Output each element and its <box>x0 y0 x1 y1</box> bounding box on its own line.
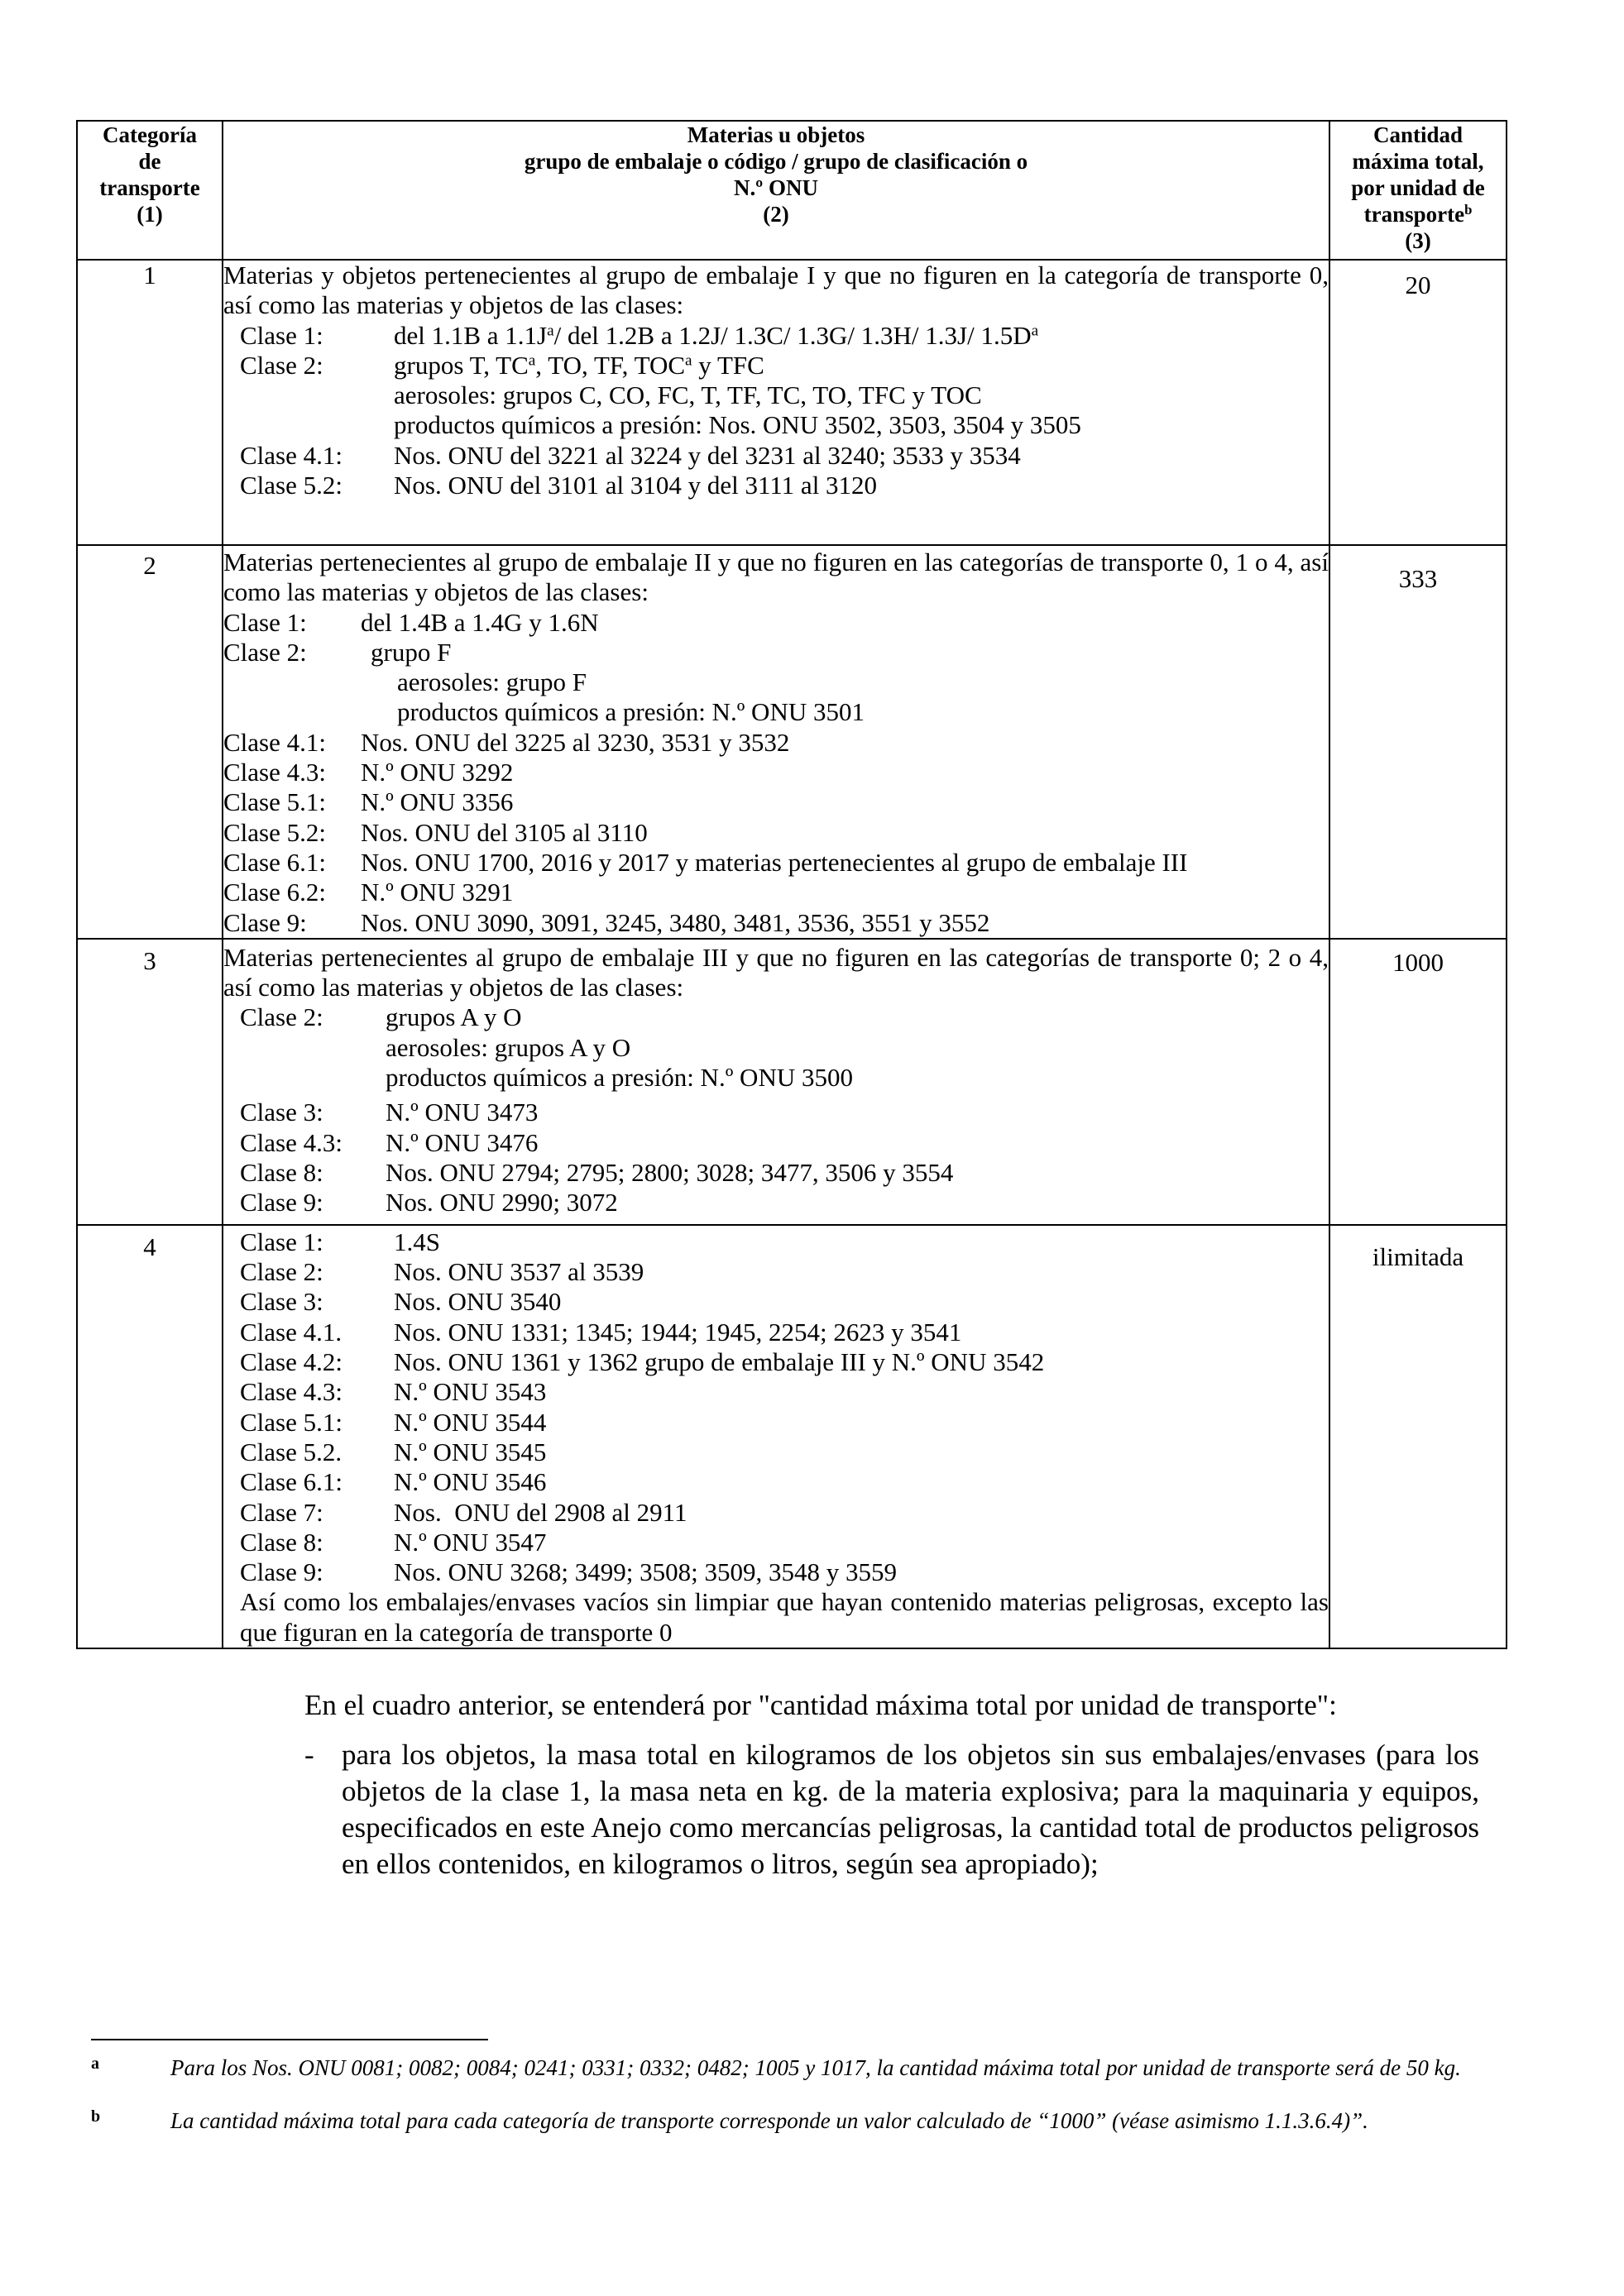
row-intro-text: Materias pertenecientes al grupo de embalaje III y que no figuren en las categorías de transporte 0; 2 o 4, así como las materias y objetos de las clases: <box>223 942 1329 1002</box>
class-text: Nos. ONU 3090, 3091, 3245, 3480, 3481, 3536, 3551 y 3552 <box>361 907 990 937</box>
bullet-item <box>304 1737 1479 1882</box>
category-cell: 2 <box>77 545 223 939</box>
class-key: Clase 4.1: <box>240 440 343 470</box>
class-key: Clase 8: <box>240 1527 323 1557</box>
class-key: Clase 4.3: <box>240 1377 343 1407</box>
class-text: Nos. ONU 2794; 2795; 2800; 3028; 3477, 3506 y 3554 <box>386 1157 954 1187</box>
class-line <box>223 441 1329 471</box>
header-text: de <box>138 149 161 174</box>
class-key: Clase 8: <box>240 1157 323 1187</box>
footnote-separator <box>91 2039 488 2040</box>
class-line <box>223 1227 1329 1257</box>
footnote-mark: b <box>91 2107 101 2126</box>
class-text: N.º ONU 3546 <box>394 1467 547 1497</box>
footnote-text: Para los Nos. ONU 0081; 0082; 0084; 0241; 0331; 0332; 0482; 1005 y 1017, la cantidad máxima total por unidad de transporte será de 50 kg. <box>170 2055 1461 2080</box>
class-key: Clase 4.2: <box>240 1347 343 1377</box>
bullet-text: para los objetos, la masa total en kilogramos de los objetos sin sus embalajes/envases (para los objetos de la clase 1, la masa neta en kg. de la materia explosiva; para la maquinaria y equipos, especificados en este Anejo como mercancías peligrosas, la cantidad total de productos peligrosos en ellos contenidos, en kilogramos o litros, según sea apropiado); <box>342 1739 1479 1880</box>
class-line <box>223 878 1329 907</box>
header-text: por unidad de <box>1351 175 1485 200</box>
class-key: Clase 5.1: <box>223 787 326 817</box>
header-text: (3) <box>1405 228 1431 253</box>
class-key: Clase 5.1: <box>240 1407 343 1437</box>
class-text: Nos. ONU del 3221 al 3224 y del 3231 al 3240; 3533 y 3534 <box>394 440 1021 470</box>
class-key: Clase 3: <box>240 1098 323 1127</box>
quantity-cell <box>1329 939 1507 1225</box>
table-row <box>77 260 1507 545</box>
class-line <box>223 908 1329 938</box>
materials-cell <box>223 260 1329 545</box>
class-line <box>223 1557 1329 1587</box>
quantity-value: 333 <box>1398 564 1438 593</box>
class-line <box>223 1347 1329 1377</box>
class-key: Clase 4.3: <box>223 758 326 787</box>
class-key: Clase 4.1. <box>240 1317 343 1347</box>
class-text: Nos. ONU 2990; 3072 <box>386 1188 618 1217</box>
header-transport-category <box>77 121 223 260</box>
class-text: Nos. ONU 1700, 2016 y 2017 y materias pertenecientes al grupo de embalaje III <box>361 847 1188 877</box>
footnote-mark: a <box>91 2054 99 2073</box>
class-line <box>223 321 1329 351</box>
footnote-ref-a: a <box>528 352 536 370</box>
class-key: Clase 9: <box>223 907 307 937</box>
quantity-value: 1000 <box>1392 947 1444 977</box>
row-intro-text: Materias y objetos pertenecientes al grupo de embalaje I y que no figuren en la categoría de transporte 0, así como las materias y objetos de las clases: <box>223 261 1329 320</box>
class-text: Nos. ONU del 3101 al 3104 y del 3111 al 3120 <box>394 471 878 500</box>
class-text: Nos. ONU del 3105 al 3110 <box>361 817 648 847</box>
class-line <box>223 1098 1329 1127</box>
class-text: N.º ONU 3292 <box>361 758 514 787</box>
class-line <box>223 471 1329 500</box>
class-line <box>223 1158 1329 1188</box>
class-key: Clase 5.2. <box>240 1437 343 1466</box>
class-line <box>223 787 1329 817</box>
class-continuation: aerosoles: grupos A y O <box>386 1032 631 1062</box>
class-text: Nos. ONU 3540 <box>394 1287 562 1317</box>
class-line <box>223 1437 1329 1467</box>
class-text: Nos. ONU 1361 y 1362 grupo de embalaje III y N.º ONU 3542 <box>394 1347 1045 1377</box>
footnote-ref-a: a <box>547 322 554 340</box>
class-text: N.º ONU 3291 <box>361 878 514 907</box>
class-line <box>223 1002 1329 1032</box>
quantity-cell <box>1329 260 1507 545</box>
class-line <box>223 1408 1329 1437</box>
class-line <box>223 1128 1329 1158</box>
class-continuation: productos químicos a presión: N.º ONU 3501 <box>397 697 865 727</box>
class-text: N.º ONU 3544 <box>394 1407 547 1437</box>
class-line <box>223 351 1329 380</box>
class-text: grupos T, $TC^a$, TO, TF, TOC$^a$ y TFC <box>394 350 764 380</box>
footnote-b <box>91 2107 1497 2134</box>
class-text: N.º ONU 3356 <box>361 787 514 817</box>
class-key: Clase 2: <box>240 1257 323 1287</box>
bullet-dash: - <box>304 1739 314 1771</box>
class-line <box>223 1467 1329 1497</box>
materials-cell <box>223 939 1329 1225</box>
category-cell: 4 <box>77 1225 223 1648</box>
class-line <box>223 1188 1329 1217</box>
header-text: grupo de embalaje o código / grupo de clasificación o <box>524 149 1028 174</box>
materials-cell <box>223 545 1329 939</box>
class-key: Clase 4.3: <box>240 1127 343 1157</box>
footnote-a <box>91 2054 1497 2081</box>
header-text: (1) <box>137 202 163 227</box>
class-text: N.º ONU 3543 <box>394 1377 547 1407</box>
class-line <box>223 1318 1329 1347</box>
category-cell: 1 <box>77 260 223 545</box>
class-line <box>223 1287 1329 1317</box>
header-text: Categoría <box>103 122 197 147</box>
class-text: del 1.4B a 1.4G y 1.6N <box>361 607 599 637</box>
class-continuation: productos químicos a presión: Nos. ONU 3502, 3503, 3504 y 3505 <box>394 410 1081 440</box>
class-text: grupo F <box>371 637 452 667</box>
class-key: Clase 1: <box>240 1227 323 1256</box>
header-max-quantity <box>1329 121 1507 260</box>
header-text: Cantidad <box>1372 122 1464 147</box>
class-line <box>223 638 1329 667</box>
header-materials <box>223 121 1329 260</box>
class-line <box>223 1528 1329 1557</box>
quantity-cell <box>1329 1225 1507 1648</box>
class-key: Clase 4.1: <box>223 727 326 757</box>
footnote-ref-a: a <box>1031 322 1039 340</box>
class-key: Clase 2: <box>240 1002 323 1032</box>
header-text: Materias u objetos <box>687 122 865 147</box>
row-outro-text: Así como los embalajes/envases vacíos sin limpiar que hayan contenido materias peligrosas, excepto las que figuran en la categoría de transporte 0 <box>240 1587 1329 1647</box>
class-key: Clase 3: <box>240 1287 323 1317</box>
footnote-ref-b: b <box>1464 201 1473 218</box>
footnote-ref-a: a <box>685 352 692 370</box>
class-text: N.º ONU 3476 <box>386 1127 539 1157</box>
table-header-row <box>77 121 1507 260</box>
class-line <box>223 1257 1329 1287</box>
class-continuation: productos químicos a presión: N.º ONU 3500 <box>386 1063 853 1093</box>
class-key: Clase 2: <box>223 637 307 667</box>
class-line <box>223 608 1329 638</box>
class-key: Clase 7: <box>240 1497 323 1527</box>
table-row <box>77 939 1507 1225</box>
class-continuation: aerosoles: grupos C, CO, FC, T, TF, TC, TO, TFC y TOC <box>394 380 982 410</box>
row-intro-text: Materias pertenecientes al grupo de embalaje II y que no figuren en las categorías de transporte 0, 1 o 4, así como las materias y objetos de las clases: <box>223 548 1329 607</box>
class-text: grupos A y O <box>386 1002 522 1032</box>
class-line <box>223 728 1329 758</box>
class-line <box>223 1377 1329 1407</box>
class-key: Clase 1: <box>223 607 307 637</box>
class-key: Clase 6.1: <box>240 1467 343 1497</box>
class-text: Nos. ONU del 2908 al 2911 <box>394 1497 687 1527</box>
class-text: Nos. ONU 3537 al 3539 <box>394 1257 644 1287</box>
materials-cell <box>223 1225 1329 1648</box>
class-key: Clase 9: <box>240 1188 323 1217</box>
class-key: Clase 9: <box>240 1557 323 1587</box>
header-text: (2) <box>763 202 789 227</box>
class-key: Clase 2: <box>240 350 323 380</box>
class-key: Clase 5.2: <box>223 817 326 847</box>
class-key: Clase 5.2: <box>240 471 343 500</box>
header-text <box>1330 201 1506 227</box>
header-text: transporte <box>99 175 200 200</box>
header-text: máxima total, <box>1352 149 1484 174</box>
class-text: N.º ONU 3547 <box>394 1527 547 1557</box>
class-key: Clase 1: <box>240 320 323 350</box>
class-continuation: aerosoles: grupo F <box>397 667 587 697</box>
table-row <box>77 1225 1507 1648</box>
class-text: Nos. ONU 3268; 3499; 3508; 3509, 3548 y 3559 <box>394 1557 897 1587</box>
class-text: Nos. ONU 1331; 1345; 1944; 1945, 2254; 2623 y 3541 <box>394 1317 962 1347</box>
class-text: del 1.1B a $1.1J^a/$ del 1.2B a 1.2J/ 1.3C/ 1.3G/ 1.3H/ 1.3J/ $1.5D^a$ <box>394 320 1039 350</box>
explanation-paragraph: En el cuadro anterior, se entenderá por "cantidad máxima total por unidad de transporte": <box>304 1689 1337 1721</box>
class-line <box>223 818 1329 848</box>
header-text: transporte <box>1363 202 1465 227</box>
class-key: Clase 6.1: <box>223 847 326 877</box>
quantity-value: ilimitada <box>1372 1241 1464 1271</box>
transport-category-table <box>76 120 1507 1649</box>
class-text: N.º ONU 3545 <box>394 1437 547 1466</box>
header-text: N.º ONU <box>734 175 818 200</box>
class-text: N.º ONU 3473 <box>386 1098 539 1127</box>
footnote-text: La cantidad máxima total para cada categoría de transporte corresponde un valor calculado de “1000” (véase asimismo 1.1.3.6.4)”. <box>170 2108 1368 2133</box>
class-line <box>223 848 1329 878</box>
class-text: Nos. ONU del 3225 al 3230, 3531 y 3532 <box>361 727 790 757</box>
category-cell: 3 <box>77 939 223 1225</box>
quantity-cell <box>1329 545 1507 939</box>
class-key: Clase 6.2: <box>223 878 326 907</box>
table-row <box>77 545 1507 939</box>
class-text: 1.4S <box>394 1227 440 1256</box>
class-line <box>223 758 1329 787</box>
class-line <box>223 1498 1329 1528</box>
quantity-value: 20 <box>1405 270 1431 299</box>
